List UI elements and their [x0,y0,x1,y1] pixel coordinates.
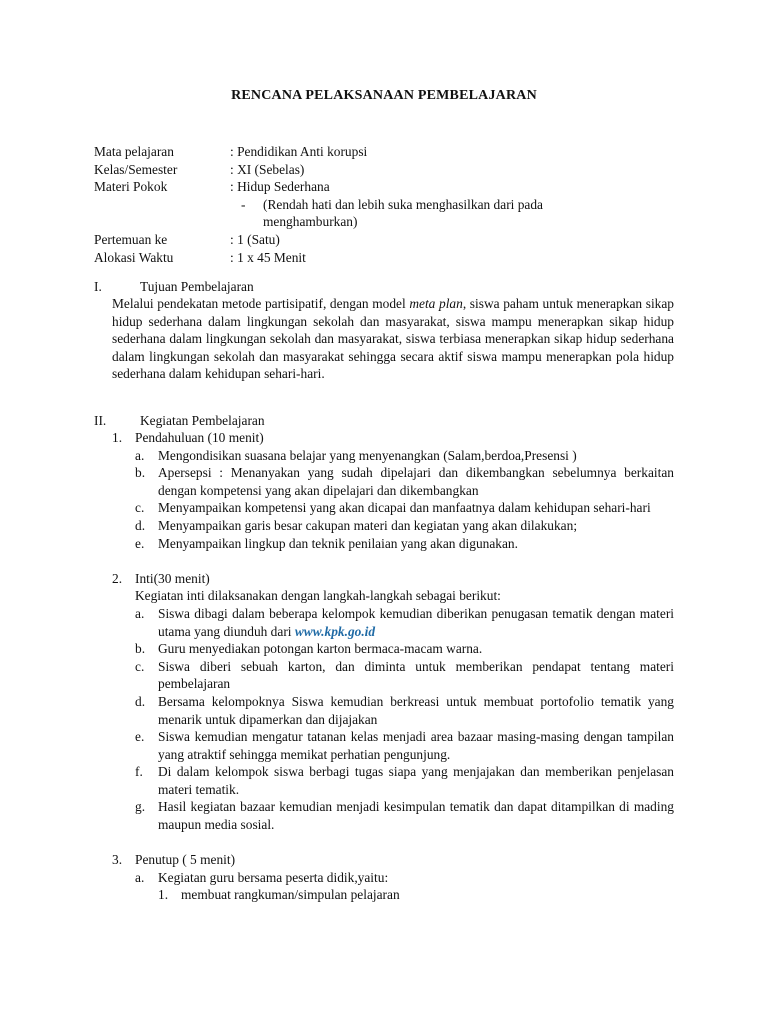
item-text: Apersepsi : Menanyakan yang sudah dipelajari dan dikembangkan sebelumnya berkaitan dengan kompetensi yang akan dipelajari dan dikembangkan [158,465,674,498]
list-item [135,640,674,658]
item-letter: b. [135,641,146,657]
list-item [135,535,674,553]
list-item [135,693,674,728]
list-item [135,798,674,833]
meta-topic-detail [94,196,694,231]
list-item [135,464,674,499]
list-item [135,499,674,517]
item-text: Mengondisikan suasana belajar yang menyenangkan (Salam,berdoa,Presensi ) [158,447,577,463]
item-text: Kegiatan guru bersama peserta didik,yaitu: [158,869,389,885]
meta-sub-dash: - [241,196,246,212]
meta-label: Materi Pokok [94,179,168,195]
item-text: Hasil kegiatan bazaar kemudian menjadi kesimpulan tematik dan dapat ditampilkan di mading maupun media sosial. [158,799,674,833]
activities-block [112,429,674,904]
section-number: I. [94,279,102,294]
section-heading-1 [94,278,254,296]
meta-row-class [94,161,694,179]
list-item [135,447,674,465]
meta-label: Alokasi Waktu [94,249,174,265]
intro-list [135,447,674,553]
meta-row-meeting [94,231,694,249]
closing-list [135,869,674,904]
meta-value: : 1 x 45 Menit [230,249,306,265]
list-item [135,517,674,535]
item-text-part: Siswa dibagi dalam beberapa kelompok kemudian diberikan penugasan tematik dengan materi utama yang diunduh dari [158,605,674,639]
objectives-text-rest: , siswa paham untuk menerapkan sikap hidup sederhana dalam lingkungan sekolah dan masyarakat, siswa mampu menerapkan sikap hidup sederhana dalam lingkungan sekolah dan masyarakat, siswa terbiasa menerapkan sikap hidup sederhana dalam lingkungan sekolah dan masyarakat sehingga secara aktif siswa mampu menerapkan pola hidup sederhana dalam kehidupan sehari-hari. [112,296,674,382]
item-text: Menyampaikan lingkup dan teknik penilaian yang akan digunakan. [158,535,518,551]
meta-sub-text: (Rendah hati dan lebih suka menghasilkan dari pada menghamburkan) [263,196,544,230]
item-text: Menyampaikan garis besar cakupan materi dan kegiatan yang akan dilakukan; [158,517,578,533]
list-item [135,728,674,763]
step-number: 1. [112,430,123,445]
step-label: Penutup ( 5 menit) [135,852,236,868]
item-text: Menyampaikan kompetensi yang akan dicapai dan manfaatnya dalam kehidupan sehari-hari [158,500,651,516]
kpk-link[interactable]: www.kpk.go.id [294,623,376,639]
item-letter: g. [135,799,146,815]
meta-value: : Pendidikan Anti korupsi [230,144,368,159]
document-title: RENCANA PELAKSANAAN PEMBELAJARAN [231,88,537,103]
meta-label: Kelas/Semester [94,161,178,177]
item-letter: d. [135,517,146,533]
item-letter: e. [135,729,145,745]
item-letter: a. [135,869,145,885]
item-text: Siswa diberi sebuah karton, dan diminta untuk memberikan pendapat tentang materi pembelajaran [158,658,674,692]
list-item [135,658,674,693]
step-number: 2. [112,570,123,586]
item-text [158,605,674,640]
item-text: Di dalam kelompok siswa berbagi tugas siapa yang menjajakan dan memberikan penjelasan materi tematik. [158,764,674,797]
item-letter: a. [135,447,145,463]
meta-value: : XI (Sebelas) [230,161,305,177]
section-number: II. [94,413,107,428]
item-letter: b. [135,465,146,481]
meta-value: : Hidup Sederhana [230,179,330,195]
list-item [135,763,674,798]
meta-row-topic [94,178,694,196]
core-list [135,587,674,833]
step-heading-core [112,570,674,588]
step-heading-intro [112,429,674,447]
meta-row-subject [94,143,694,161]
section-heading-2 [94,412,265,430]
core-intro: Kegiatan inti dilaksanakan dengan langkah-langkah sebagai berikut: [135,588,501,604]
item-letter: c. [135,500,145,516]
meta-label: Pertemuan ke [94,231,168,247]
sub-list-item [158,886,674,904]
item-text: Guru menyediakan potongan karton bermaca-macam warna. [158,641,483,657]
meta-block [94,143,694,266]
item-text: Bersama kelompoknya Siswa kemudian berkreasi untuk membuat portofolio tematik yang menarik untuk dipamerkan dan dijajakan [158,693,674,727]
item-text: Siswa kemudian mengatur tatanan kelas menjadi area bazaar masing-masing dengan tampilan yang atraktif sehingga memikat perhatian pengunjung. [158,729,674,762]
list-item [135,869,674,887]
section-title: Tujuan Pembelajaran [140,279,254,294]
spacer [112,552,674,570]
list-item [135,605,674,640]
item-letter: a. [135,605,145,621]
section-title: Kegiatan Pembelajaran [140,413,265,428]
meta-value: : 1 (Satu) [230,231,280,247]
item-letter: e. [135,535,145,551]
item-letter: d. [135,693,146,709]
spacer [112,834,674,852]
step-label: Inti(30 menit) [135,570,210,586]
objectives-italic-term: meta plan [409,296,463,311]
step-label: Pendahuluan (10 menit) [135,430,264,445]
sub-item-number: 1. [158,887,169,903]
objectives-text: Melalui pendekatan metode partisipatif, dengan model [112,296,410,311]
meta-label: Mata pelajaran [94,144,174,159]
objectives-paragraph [112,295,674,383]
meta-row-time [94,249,694,267]
step-heading-closing [112,851,674,869]
step-number: 3. [112,852,123,868]
sub-item-text: membuat rangkuman/simpulan pelajaran [181,887,400,903]
item-letter: c. [135,658,145,674]
item-letter: f. [135,764,143,780]
